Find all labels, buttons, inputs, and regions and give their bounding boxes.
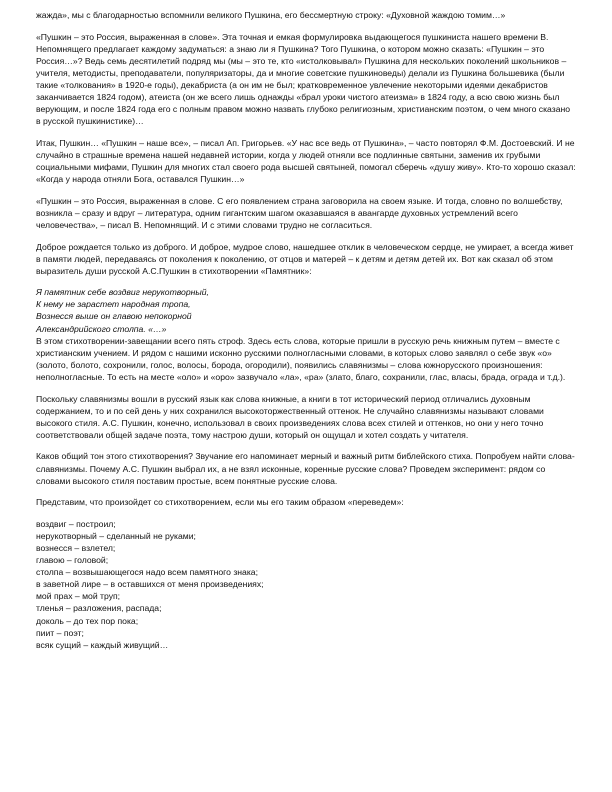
glossary-item: мой прах – мой труп;	[36, 591, 121, 602]
glossary-item: воздвиг – построил;	[36, 518, 116, 529]
poem-line: К нему не зарастет народная тропа,	[36, 299, 191, 310]
poem-line: Александрийского столпа. «…»	[36, 323, 167, 334]
glossary-item: главою – головой;	[36, 555, 109, 566]
paragraph-8: Представим, что произойдет со стихотворением, если мы его таким образом «переведем»:	[36, 497, 404, 508]
poem-line: Вознесся выше он главою непокорной	[36, 311, 192, 322]
glossary-item: в заветной лире – в оставшихся от меня произведениях;	[36, 579, 264, 590]
glossary-item: доколь – до тех пор пока;	[36, 615, 139, 626]
glossary-item: нерукотворный – сделанный не руками;	[36, 530, 196, 541]
glossary-list	[36, 518, 576, 651]
paragraph-1: «Пушкин – это Россия, выраженная в слове». Эта точная и емкая формулировка выдающегося пушкиниста нашего времени В. Непомнящего предлагает каждому задуматься: а знаю ли я Пушкина? Того Пушкина, о котором можно сказать: «Пушкин – это Россия…»? Ведь семь десятилетий подряд мы (мы – это те, кто «истолковывал» Пушкина для нескольких поколений школьников – учителя, методисты, преподаватели, популяризаторы, да и многие советские пушкиноведы) делали из Пушкина большевика (были такие «толкования» в 1920-е годы), декабриста (а он им не был; кратковременное увлечение некоторыми идеями декабристов заканчивается 1824 годом), атеиста (он же всего лишь однажды «брал уроки чистого атеизма» в 1824 году, а всю свою жизнь был верующим, и после 1824 года его с полным правом можно назвать глубоко религиозным, христианским поэтом, о чем много сказано в русской пушкинистике)…	[36, 31, 571, 127]
glossary-item: вознесся – взлетел;	[36, 542, 116, 553]
glossary-item: всяк сущий – каждый живущий…	[36, 639, 169, 650]
paragraph-0: жажда», мы с благодарностью вспомнили великого Пушкина, его бессмертную строку: «Духовной жаждою томим…»	[36, 10, 506, 20]
paragraph-4: Доброе рождается только из доброго. И доброе, мудрое слово, нашедшее отклик в человеческом сердце, не умирает, а всегда живет в памяти людей, передаваясь от поколения к поколению, от отцов и матерей – к детям и детям детей их. Вот как сказал об этом выразитель души русской А.С.Пушкин в стихотворении «Памятник»:	[36, 241, 574, 276]
glossary-item: столпа – возвышающегося надо всем памятного знака;	[36, 567, 258, 578]
glossary-item: тленья – разложения, распада;	[36, 603, 162, 614]
glossary-item: пиит – поэт;	[36, 627, 84, 638]
paragraph-2: Итак, Пушкин… «Пушкин – наше все», – писал Ап. Григорьев. «У нас все ведь от Пушкина», – часто повторял Ф.М. Достоевский. И не случайно в страшные времена нашей недавней истории, когда у людей отняли все подлинные святыни, заменив их грубыми социальными мифами, Пушкин для многих стал своего рода высшей святыней, помогал сберечь «душу живу». Кто-то хорошо сказал: «Когда у народа отняли Бога, оставался Пушкин…»	[36, 137, 576, 185]
poem-excerpt	[36, 286, 576, 334]
paragraph-3: «Пушкин – это Россия, выраженная в слове. С его появлением страна заговорила на своем языке. И тогда, словно по волшебству, возникла – сразу и вдруг – литература, одним гигантским шагом оказавшаяся в авангарде духовных устремлений всего человечества», – писал В. Непомнящий. И с этими словами трудно не согласиться.	[36, 195, 563, 230]
paragraph-5: В этом стихотворении-завещании всего пять строф. Здесь есть слова, которые пришли в русскую речь книжным путем – вместе с христианским учением. И рядом с нашими исконно русскими полногласными словами, в которых слово заявлял о себе звук «о» (золото, болото, сохронили, голос, волосы, борода, огородили), появились славянизмы – слова южнорусского произношения: неполногласные. То есть на месте «оло» и «оро» зазвучало «ла», «ра» (злато, благо, сохранили, глас, власы, брада, ограда и т.д.).	[36, 335, 566, 382]
paragraph-7: Каков общий тон этого стихотворения? Звучание его напоминает мерный и важный ритм библейского стиха. Попробуем найти слова-славянизмы. Почему А.С. Пушкин выбрал их, а не взял исконные, коренные русские слова? Проведем эксперимент: рядом со словами высокого стиля поставим простые, всем понятные русские слова.	[36, 451, 575, 486]
paragraph-6: Поскольку славянизмы вошли в русский язык как слова книжные, а книги в тот исторический период отличались духовным содержанием, то и по сей день у них сохранился высокоторжественный оттенок. Не случайно славянизмы называют словами высокого стиля. А.С. Пушкин, конечно, использовал в своих произведениях слова всех стилей и оттенков, но они у него точно соответствовали общей задаче поэта, тому настрою души, который он ощущал и хотел создать у читателя.	[36, 393, 544, 440]
poem-line: Я памятник себе воздвиг нерукотворный,	[36, 287, 209, 298]
